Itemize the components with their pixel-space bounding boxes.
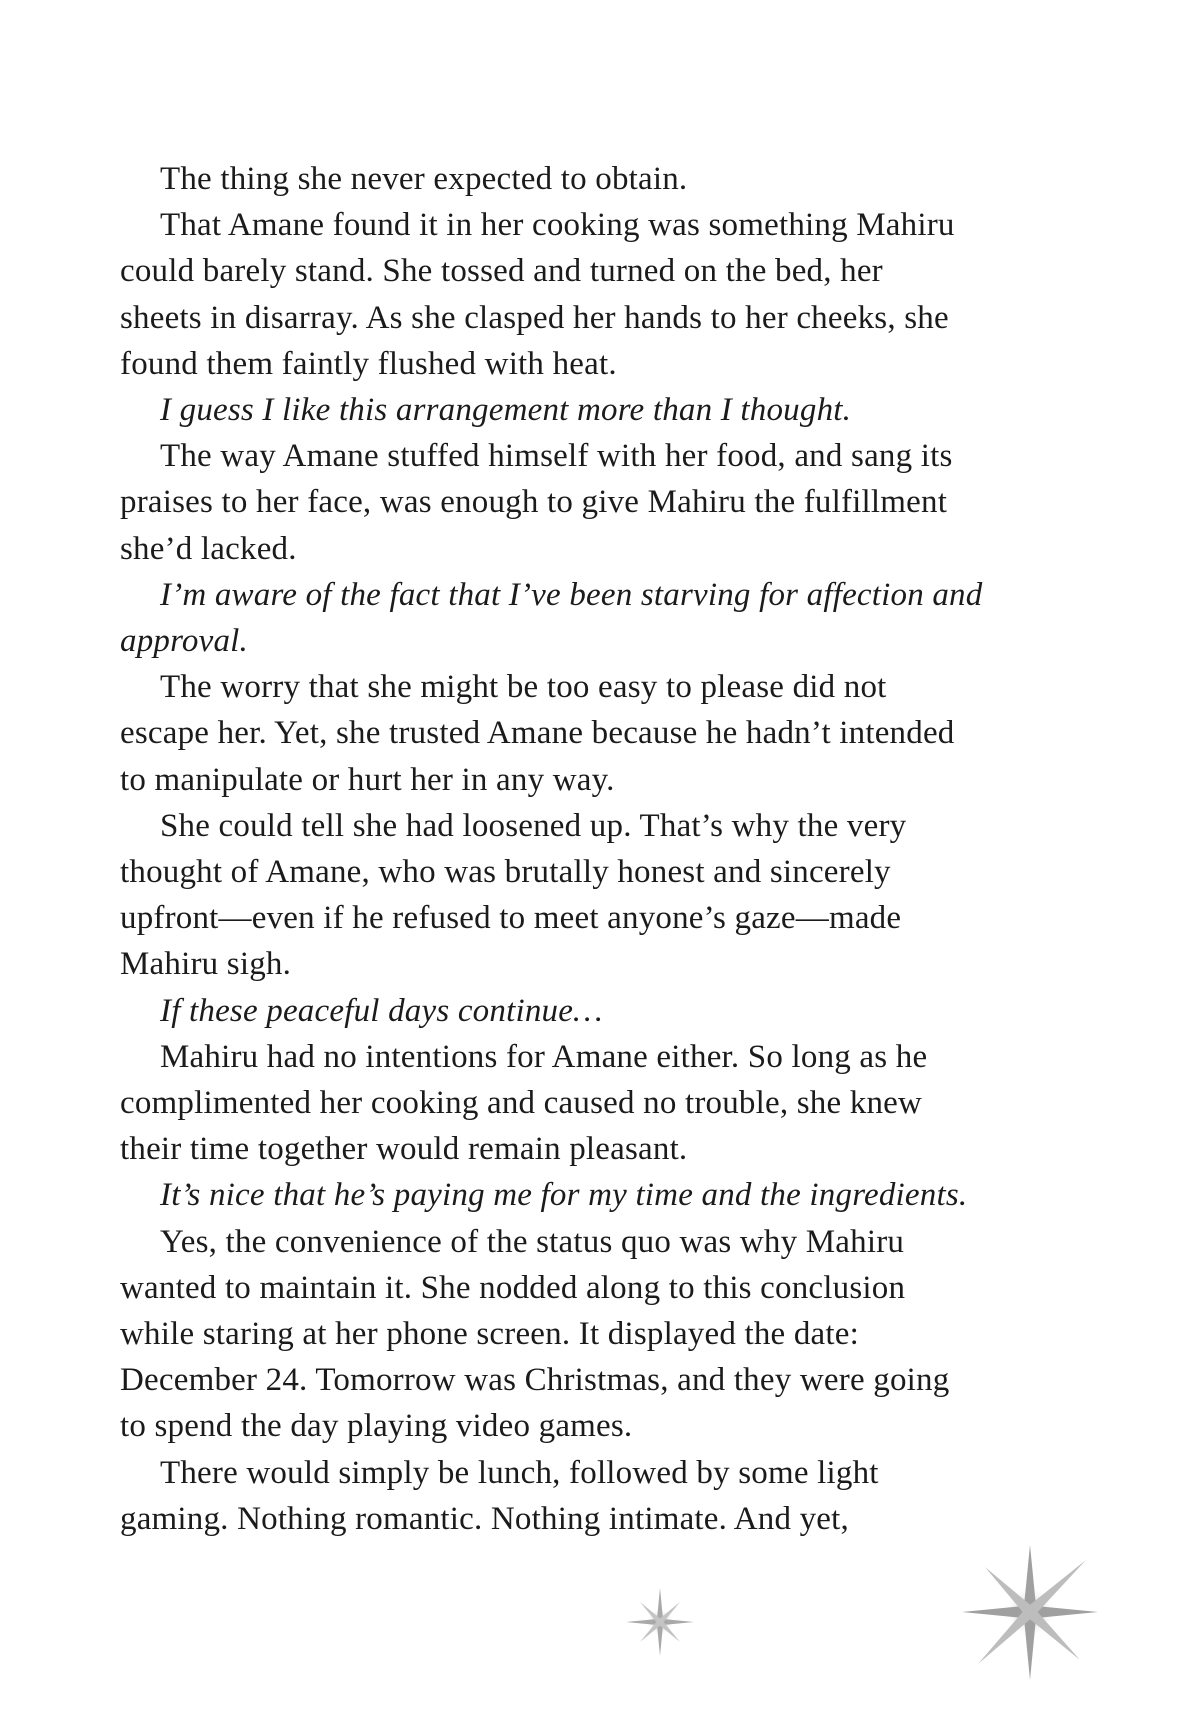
paragraph: The way Amane stuffed himself with her food, and sang its praises to her face, was enough to give Mahiru the fulfillment she’d lacked. [120, 438, 953, 567]
paragraph: That Amane found it in her cooking was something Mahiru could barely stand. She tossed and turned on the bed, her sheets in disarray. As she clasped her hands to her cheeks, she found them faintly flushed with heat. [120, 207, 955, 382]
paragraph: Mahiru had no intentions for Amane either. So long as he complimented her cooking and caused no trouble, she knew their time together would remain pleasant. [120, 1038, 928, 1168]
paragraph-thought: I guess I like this arrangement more than I thought. [160, 392, 852, 429]
paragraph: The worry that she might be too easy to please did not escape her. Yet, she trusted Amane because he hadn’t intended to manipulate or hurt her in any way. [120, 669, 955, 798]
paragraph-thought: It’s nice that he’s paying me for my time and the ingredients. [160, 1177, 968, 1214]
sparkle-star-small-icon [626, 1588, 694, 1656]
paragraph: The thing she never expected to obtain. [160, 161, 688, 197]
body-text [120, 156, 1080, 1542]
paragraph-thought: I’m aware of the fact that I’ve been starving for affection and approval. [120, 576, 983, 660]
sparkle-star-large-icon [962, 1545, 1098, 1680]
paragraph: She could tell she had loosened up. That’s why the very thought of Amane, who was brutally honest and sincerely upfront—even if he refused to meet anyone’s gaze—made Mahiru sigh. [120, 807, 907, 983]
paragraph: Yes, the convenience of the status quo was why Mahiru wanted to maintain it. She nodded along to this conclusion while staring at her phone screen. It displayed the date: December 24. Tomorrow was Christmas, and they were going to spend the day playing video games. [120, 1223, 950, 1445]
paragraph: There would simply be lunch, followed by some light gaming. Nothing romantic. Nothing intimate. And yet, [120, 1454, 879, 1537]
paragraph-thought: If these peaceful days continue… [160, 992, 603, 1029]
